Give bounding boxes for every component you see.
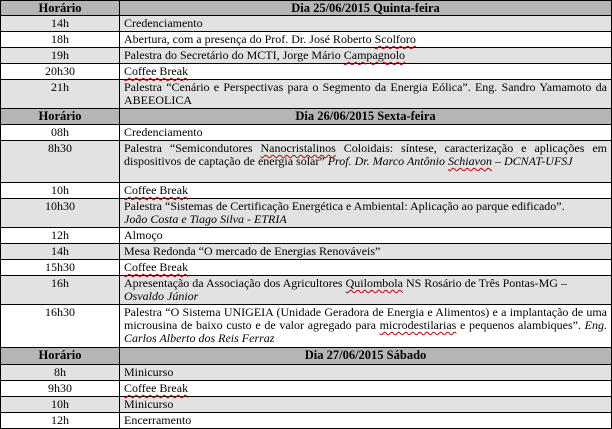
spellcheck-word: Scolforo: [374, 32, 416, 46]
spellcheck-word: Quilombola: [345, 276, 403, 290]
time-cell: 10h: [0, 397, 120, 412]
activity-cell: [120, 32, 612, 47]
time-cell: 14h: [0, 244, 120, 259]
day1-header-row: [0, 0, 612, 16]
table-row: [0, 48, 612, 64]
activity-text: Coloidais: síntese, caracterização e aplicações em dispositivos de captação de energia solar”: [124, 141, 608, 168]
activity-cell: Almoço: [120, 228, 612, 243]
activity-cell: Palestra “Cenário e Perspectivas para o Segmento da Energia Eólica”. Eng. Sandro Yamamoto da ABEEOLICA: [120, 80, 612, 108]
speaker-name: Eng. Carlos Alberto dos Reis Ferraz: [124, 318, 607, 345]
activity-cell: [120, 48, 612, 63]
table-row: [0, 244, 612, 260]
table-row: [0, 228, 612, 244]
activity-cell: [120, 276, 612, 304]
activity-cell: Encerramento: [120, 413, 612, 428]
activity-cell: [120, 260, 612, 275]
time-cell: 16h: [0, 276, 120, 304]
speaker-name: Osvaldo Júnior: [124, 289, 199, 303]
activity-text: Palestra “Semicondutores: [124, 141, 261, 155]
time-cell: 18h: [0, 32, 120, 47]
activity-text: Palestra “Sistemas de Certificação Energética e Ambiental: Aplicação ao parque edificado”.: [124, 199, 565, 213]
table-row: [0, 16, 612, 32]
day2-header-row: [0, 109, 612, 125]
spellcheck-word: microdestilarias: [379, 318, 457, 332]
time-cell: 8h: [0, 365, 120, 380]
table-row: [0, 125, 612, 141]
time-cell: 10h30: [0, 199, 120, 227]
time-cell: 15h30: [0, 260, 120, 275]
activity-cell: Mesa Redonda “O mercado de Energias Renováveis”: [120, 244, 612, 259]
activity-cell: [120, 141, 612, 182]
activity-text: Palestra do Secretário do MCTI, Jorge Mário: [124, 48, 344, 62]
table-row: [0, 305, 612, 348]
spellcheck-word: Coffee Break: [124, 64, 189, 78]
time-cell: 08h: [0, 125, 120, 140]
activity-cell: [120, 381, 612, 396]
day1-title: Dia 25/06/2015 Quinta-feira: [120, 1, 612, 15]
day3-title: Dia 27/06/2015 Sábado: [120, 348, 612, 364]
activity-cell: Minicurso: [120, 397, 612, 412]
table-row: [0, 397, 612, 413]
time-cell: 14h: [0, 16, 120, 31]
table-row: [0, 32, 612, 48]
activity-cell: [120, 199, 612, 227]
table-row: [0, 413, 612, 429]
speaker-name: Prof. Dr. Marco Antônio: [327, 154, 448, 168]
table-row: [0, 141, 612, 183]
activity-text: Abertura, com a presença do Prof. Dr. José Roberto: [124, 32, 375, 46]
day3-header-row: [0, 348, 612, 365]
speaker-name: João Costa e Tiago Silva - ETRIA: [124, 212, 287, 226]
time-cell: 9h30: [0, 381, 120, 396]
activity-text: Palestra “O Sistema UNIGEIA (Unidade Geradora de Energia e Alimentos) e a implantação de uma microusina de baixo custo e de valor agregado para: [124, 305, 607, 332]
table-row: [0, 276, 612, 305]
activity-text: Apresentação da Associação dos Agricultores: [124, 276, 346, 290]
time-cell: 12h: [0, 228, 120, 243]
activity-text: NS Rosário de Três Pontas-MG –: [402, 276, 567, 290]
time-cell: 16h30: [0, 305, 120, 347]
spellcheck-word: Coffee Break: [124, 381, 189, 395]
activity-cell: [120, 64, 612, 79]
table-row: [0, 260, 612, 276]
activity-cell: Minicurso: [120, 365, 612, 380]
activity-text: e pequenos alambiques”.: [456, 318, 585, 332]
table-row: [0, 365, 612, 381]
table-row: [0, 381, 612, 397]
day1-time-header: Horário: [0, 1, 120, 15]
time-cell: 19h: [0, 48, 120, 63]
time-cell: 10h: [0, 183, 120, 198]
activity-cell: [120, 305, 612, 347]
table-row: [0, 199, 612, 228]
activity-cell: Credenciamento: [120, 16, 612, 31]
time-cell: 21h: [0, 80, 120, 108]
day3-time-header: Horário: [0, 348, 120, 364]
day2-time-header: Horário: [0, 109, 120, 124]
spellcheck-word: Coffee Break: [124, 183, 189, 197]
activity-cell: Credenciamento: [120, 125, 612, 140]
day2-title: Dia 26/06/2015 Sexta-feira: [120, 109, 612, 124]
spellcheck-word: Nanocristalinos: [260, 141, 336, 155]
table-row: [0, 183, 612, 199]
spellcheck-word: Campagnolo: [343, 48, 406, 62]
table-row: [0, 64, 612, 80]
time-cell: 20h30: [0, 64, 120, 79]
time-cell: 8h30: [0, 141, 120, 182]
spellcheck-word: Schiavon: [447, 154, 492, 168]
speaker-affiliation: – DCNAT-UFSJ: [491, 154, 573, 168]
time-cell: 12h: [0, 413, 120, 428]
activity-cell: [120, 183, 612, 198]
spellcheck-word: Coffee Break: [124, 260, 189, 274]
table-row: [0, 80, 612, 109]
